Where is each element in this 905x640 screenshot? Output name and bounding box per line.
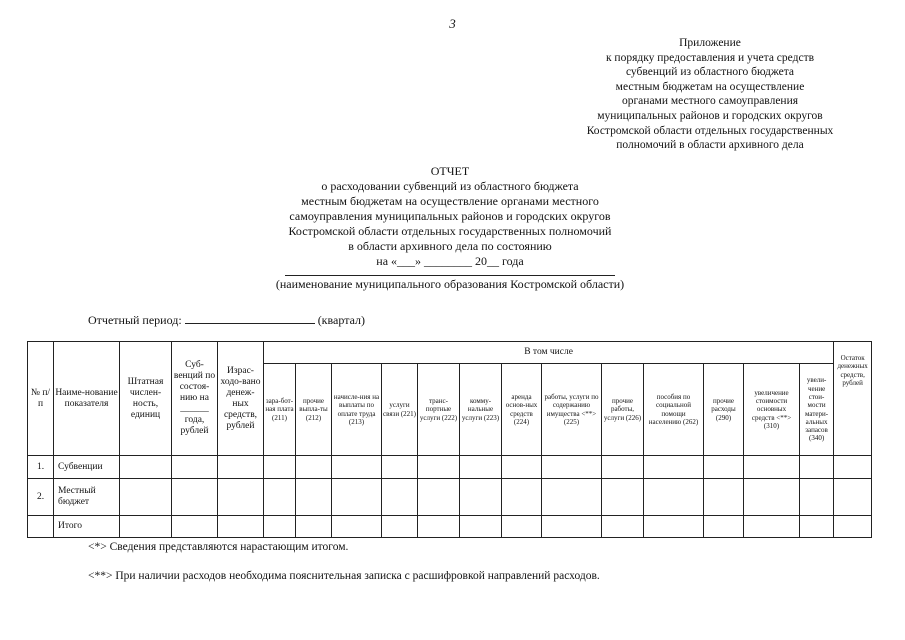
cell[interactable] [542, 516, 602, 538]
cell[interactable] [264, 479, 296, 516]
period-suffix: (квартал) [317, 313, 365, 327]
report-line: о расходовании субвенций из областного бюджета [321, 179, 579, 193]
cell[interactable] [704, 516, 744, 538]
subcol-header: услуги связи (221) [382, 364, 418, 456]
cell[interactable] [296, 479, 332, 516]
appendix-line: местным бюджетам на осуществление [615, 80, 805, 93]
cell[interactable] [218, 516, 264, 538]
appendix-line: субвенций из областного бюджета [625, 66, 795, 79]
cell[interactable] [296, 456, 332, 479]
cell[interactable] [418, 516, 460, 538]
reporting-period [88, 313, 365, 328]
appendix-line: органами местного самоуправления [621, 95, 799, 108]
appendix-line: Костромской области отдельных государственных [586, 124, 834, 137]
cell[interactable] [644, 479, 704, 516]
report-line: Костромской области отдельных государственных полномочий [288, 224, 612, 238]
cell[interactable] [172, 479, 218, 516]
table-row [28, 479, 872, 516]
subcol-header: зара-бот-ная плата (211) [264, 364, 296, 456]
subcol-header: работы, услуги по содержанию имущества <**> (225) [542, 364, 602, 456]
row-num [28, 516, 54, 538]
subcol-header: прочие расходы (290) [704, 364, 744, 456]
cell[interactable] [744, 456, 800, 479]
cell[interactable] [418, 456, 460, 479]
row-name: Субвенции [54, 456, 120, 479]
cell[interactable] [800, 456, 834, 479]
cell[interactable] [644, 516, 704, 538]
cell[interactable] [218, 479, 264, 516]
cell[interactable] [602, 479, 644, 516]
row-name: Итого [54, 516, 120, 538]
table-row [28, 456, 872, 479]
cell[interactable] [120, 456, 172, 479]
cell[interactable] [382, 479, 418, 516]
cell[interactable] [382, 516, 418, 538]
cell[interactable] [744, 516, 800, 538]
cell[interactable] [172, 516, 218, 538]
row-num: 2. [28, 479, 54, 516]
cell[interactable] [704, 456, 744, 479]
subcol-header: прочие выпла-ты (212) [296, 364, 332, 456]
row-num: 1. [28, 456, 54, 479]
cell[interactable] [800, 479, 834, 516]
footnote-explanatory-note: <**> При наличии расходов необходима пояснительная записка с расшифровкой направлений расходов. [88, 570, 600, 582]
header-spent: Израс-ходо-вано денеж-ных средств, рублей [218, 342, 264, 456]
appendix-line: муниципальных районов и городских округов [597, 109, 823, 122]
row-name: Местный бюджет [54, 479, 120, 516]
cell[interactable] [460, 479, 502, 516]
cell[interactable] [502, 479, 542, 516]
cell[interactable] [264, 516, 296, 538]
cell[interactable] [542, 456, 602, 479]
subcol-header: аренда основ-ных средств (224) [502, 364, 542, 456]
header-subventions: Суб-венций по состоя-нию на ______ года, рублей [172, 342, 218, 456]
cell[interactable] [644, 456, 704, 479]
cell[interactable] [120, 479, 172, 516]
cell[interactable] [172, 456, 218, 479]
report-header [150, 164, 750, 292]
cell[interactable] [460, 456, 502, 479]
cell[interactable] [120, 516, 172, 538]
table-row [28, 516, 872, 538]
page-number: 3 [449, 16, 456, 31]
appendix-line: полномочий в области архивного дела [616, 139, 804, 152]
cell[interactable] [418, 479, 460, 516]
subcol-header: прочие работы, услуги (226) [602, 364, 644, 456]
report-title: ОТЧЕТ [430, 164, 470, 178]
subcol-header: начисле-ния на выплаты по оплате труда (213) [332, 364, 382, 456]
header-rest: Остаток денежных средств, рублей [834, 342, 872, 456]
cell[interactable] [744, 479, 800, 516]
cell[interactable] [542, 479, 602, 516]
cell[interactable] [502, 456, 542, 479]
cell[interactable] [332, 456, 382, 479]
subcol-header: пособия по социальной помощи населению (262) [644, 364, 704, 456]
cell[interactable] [834, 516, 872, 538]
cell[interactable] [602, 516, 644, 538]
footnote-cumulative: <*> Сведения представляются нарастающим итогом. [88, 541, 349, 553]
header-staff: Штатная числен-ность, единиц [120, 342, 172, 456]
report-table [27, 341, 872, 538]
cell[interactable] [264, 456, 296, 479]
header-name: Наиме-нование показателя [54, 342, 120, 456]
report-line: в области архивного дела по состоянию [348, 239, 552, 253]
cell[interactable] [460, 516, 502, 538]
report-line: местным бюджетам на осуществление органами местного [301, 194, 599, 208]
cell[interactable] [834, 479, 872, 516]
appendix-line: Приложение [679, 37, 741, 49]
period-label: Отчетный период: [88, 313, 182, 327]
appendix-block [560, 36, 860, 153]
cell[interactable] [502, 516, 542, 538]
subcol-header: комму-нальные услуги (223) [460, 364, 502, 456]
cell[interactable] [332, 516, 382, 538]
cell[interactable] [382, 456, 418, 479]
period-blank-field [185, 323, 315, 324]
cell[interactable] [800, 516, 834, 538]
cell[interactable] [602, 456, 644, 479]
cell[interactable] [704, 479, 744, 516]
org-name-caption: (наименование муниципального образования Костромской области) [275, 277, 625, 291]
subcol-header: увеличение стоимости основных средств <**> (310) [744, 364, 800, 456]
org-name-blank-line [285, 275, 615, 276]
cell[interactable] [332, 479, 382, 516]
subcol-header: транс-портные услуги (222) [418, 364, 460, 456]
cell[interactable] [218, 456, 264, 479]
cell[interactable] [296, 516, 332, 538]
header-num: № п/п [28, 342, 54, 456]
subcol-header: увели-чение стои-мости матери-альных запасов (340) [800, 364, 834, 456]
report-line: самоуправления муниципальных районов и городских округов [289, 209, 611, 223]
report-date-line: на «___» ________ 20__ года [376, 254, 524, 268]
appendix-line: к порядку предоставления и учета средств [605, 51, 815, 64]
header-including: В том числе [264, 342, 834, 364]
cell[interactable] [834, 456, 872, 479]
